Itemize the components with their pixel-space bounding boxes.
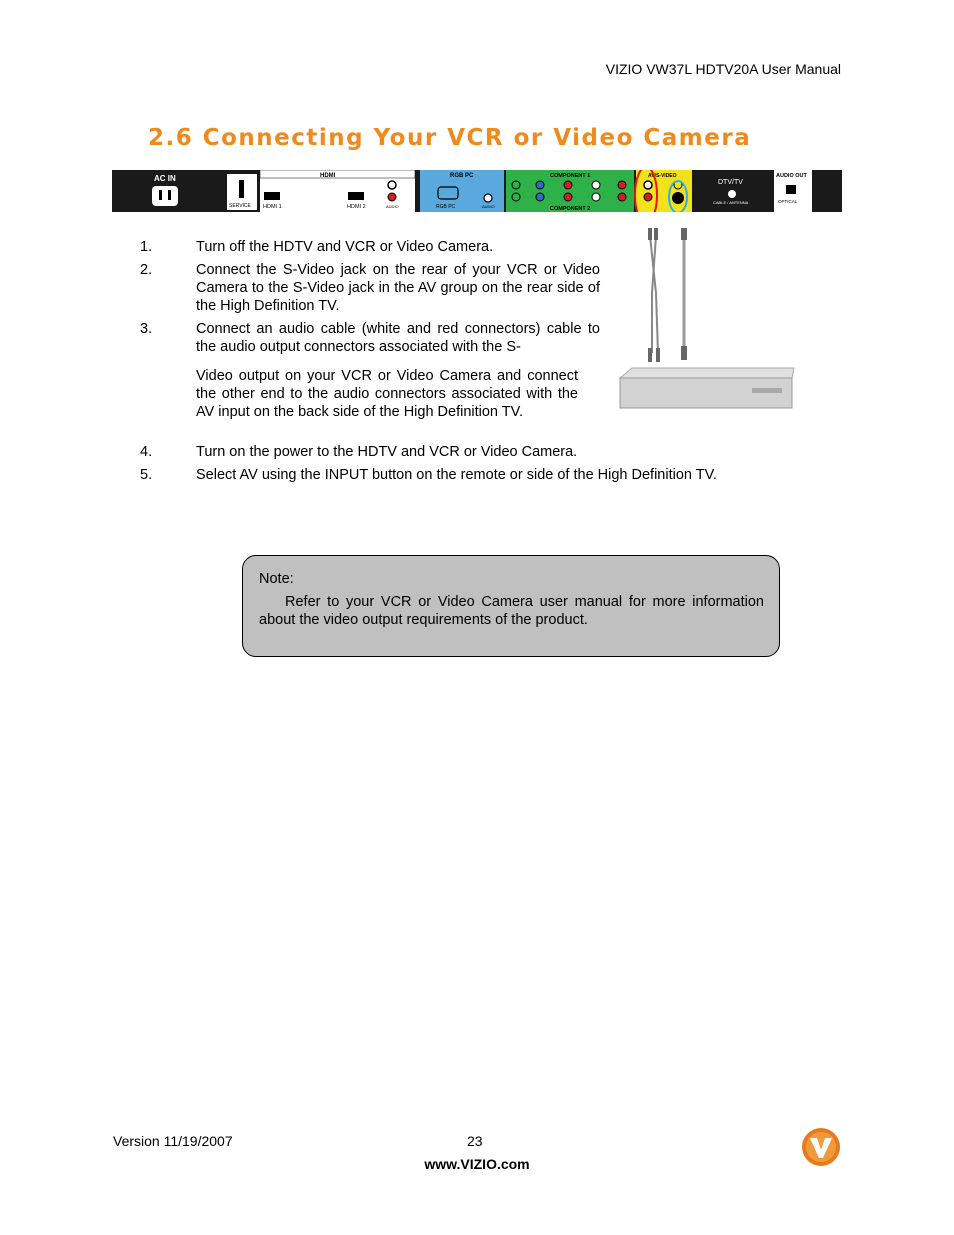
hdmi2-label: HDMI 2 (347, 204, 366, 210)
section-title: 2.6 Connecting Your VCR or Video Camera (148, 125, 752, 151)
audio-out-label: AUDIO OUT (776, 173, 807, 179)
cable-antenna-label: CABLE / ANTENNA (713, 200, 749, 205)
service-label: SERVICE (229, 203, 251, 209)
step-text: Connect an audio cable (white and red connectors) cable to the audio output connectors associated with the S- (196, 321, 600, 355)
hdmi-label: HDMI (320, 173, 336, 179)
step-number: 4. (140, 444, 153, 460)
note-label: Note: (259, 571, 294, 587)
step-number: 2. (140, 262, 153, 278)
page-number: 23 (467, 1133, 483, 1149)
rgb-pc-small-label: RGB PC (436, 204, 456, 210)
ac-in-label: AC IN (154, 174, 176, 183)
note-text: Refer to your VCR or Video Camera user manual for more information about the video output requirements of the product. (259, 594, 764, 628)
av-svideo-label: AV/S-VIDEO (648, 173, 677, 179)
step-text: Turn off the HDTV and VCR or Video Camera. (196, 239, 494, 255)
manual-header: VIZIO VW37L HDTV20A User Manual (605, 61, 841, 77)
hdmi-audio-label: AUDIO (386, 204, 399, 209)
step-text: Select AV using the INPUT button on the remote or side of the High Definition TV. (196, 467, 717, 483)
step-number: 3. (140, 321, 153, 337)
step-text: Turn on the power to the HDTV and VCR or Video Camera. (196, 444, 578, 460)
component1-label: COMPONENT 1 (550, 173, 591, 179)
vizio-logo-icon (801, 1127, 841, 1167)
optical-label: OPTICAL (778, 199, 798, 204)
dtv-label: DTV/TV (718, 179, 743, 186)
note-box (242, 555, 780, 657)
rgb-pc-label: RGB PC (450, 173, 474, 179)
rgb-audio-label: AUDIO (482, 204, 495, 209)
footer-url: www.VIZIO.com (424, 1156, 530, 1172)
step-text: Connect the S-Video jack on the rear of your VCR or Video Camera to the S-Video jack in the AV group on the rear side of the High Definition TV. (196, 262, 600, 314)
step-number: 1. (140, 239, 153, 255)
tv-rear-panel-image (112, 170, 842, 212)
step-list (140, 238, 770, 498)
step-text: Video output on your VCR or Video Camera and connect the other end to the audio connectors associated with the AV input on the back side of the High Definition TV. (196, 368, 578, 420)
step-number: 5. (140, 467, 153, 483)
hdmi1-label: HDMI 1 (263, 204, 282, 210)
footer-version: Version 11/19/2007 (113, 1133, 233, 1149)
component2-label: COMPONENT 2 (550, 206, 591, 212)
